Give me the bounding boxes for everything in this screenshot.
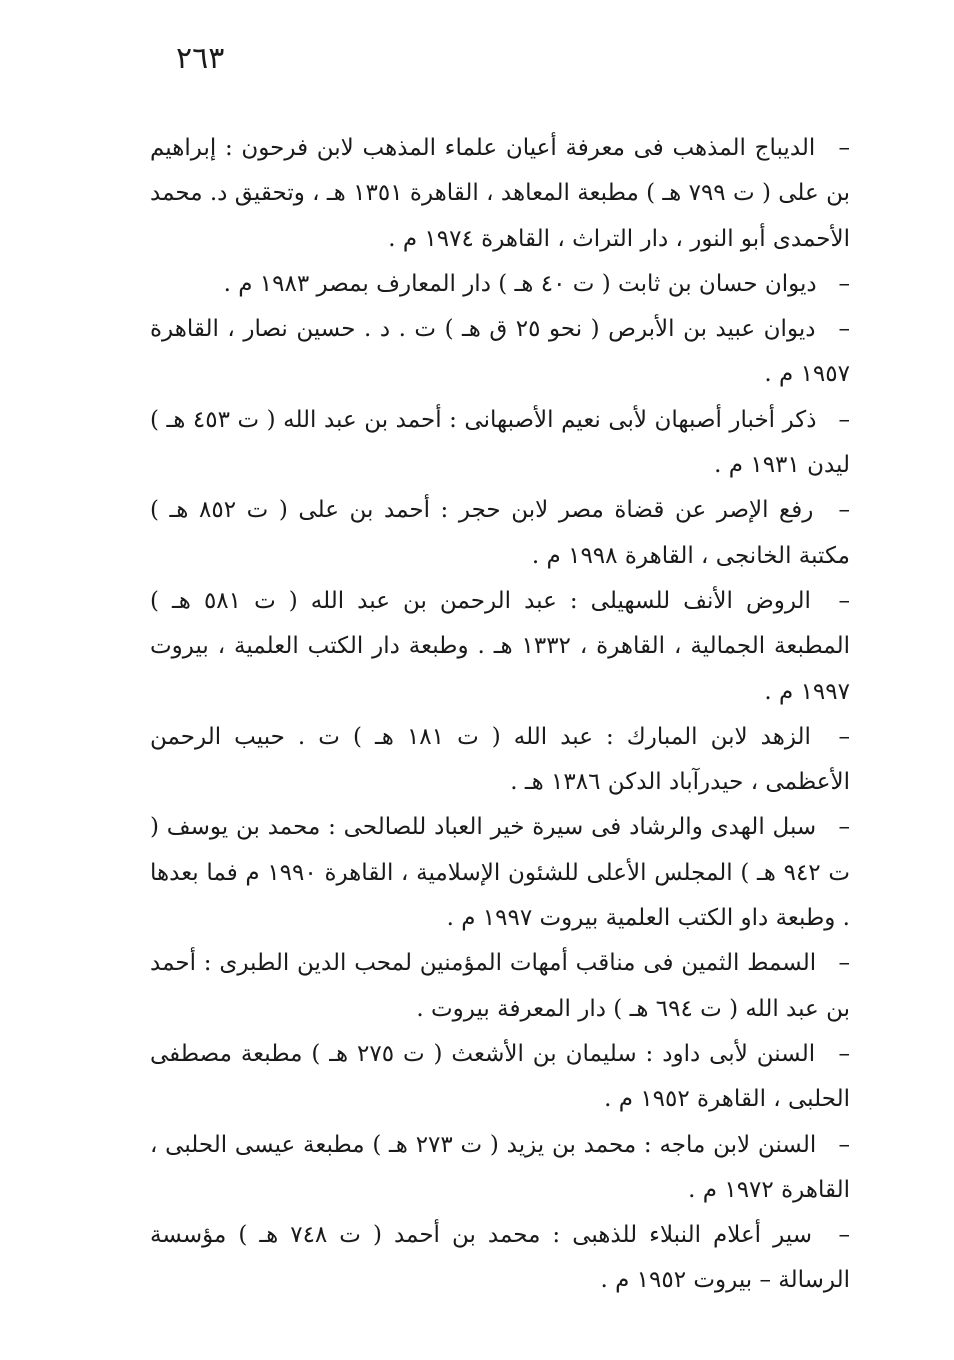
entry-dash: – bbox=[838, 950, 851, 977]
bibliography-entry bbox=[150, 1032, 850, 1123]
entry-dash: – bbox=[838, 406, 850, 433]
bibliography-entry bbox=[150, 941, 850, 1032]
bibliography-entry bbox=[150, 579, 850, 715]
bibliography-entry bbox=[150, 307, 850, 398]
bibliography-entry bbox=[150, 398, 850, 489]
bibliography-entry bbox=[150, 126, 850, 262]
entry-text: السمط الثمين فى مناقب أمهات المؤمنين لمحب الدين الطبرى : أحمد بن عبد الله ( ت ٦٩٤ هـ ) دار المعرفة بيروت . bbox=[150, 950, 850, 1022]
entry-text: ديوان عبيد بن الأبرص ( نحو ٢٥ ق هـ ) ت . د . حسين نصار ، القاهرة ١٩٥٧ م . bbox=[150, 316, 850, 388]
entry-dash: – bbox=[838, 270, 850, 297]
entry-text: الزهد لابن المبارك : عبد الله ( ت ١٨١ هـ ) ت . حبيب الرحمن الأعظمى ، حيدرآباد الدكن ١٣٨٦ هـ . bbox=[150, 723, 850, 796]
entry-text: رفع الإصر عن قضاة مصر لابن حجر : أحمد بن على ( ت ٨٥٢ هـ ) مكتبة الخانجى ، القاهرة ١٩٩٨ م . bbox=[150, 497, 850, 569]
entry-text: الديباج المذهب فى معرفة أعيان علماء المذهب لابن فرحون : إبراهيم بن على ( ت ٧٩٩ هـ ) مطبعة المعاهد ، القاهرة ١٣٥١ هـ ، وتحقيق د. محمد الأحمدى أبو النور ، دار التراث ، القاهرة ١٩٧٤ م . bbox=[150, 135, 851, 252]
bibliography-entry bbox=[150, 1123, 850, 1214]
entry-dash: – bbox=[838, 1222, 851, 1249]
entry-dash: – bbox=[838, 1040, 851, 1067]
entry-text: ذكر أخبار أصبهان لأبى نعيم الأصبهانى : أحمد بن عبد الله ( ت ٤٥٣ هـ ) ليدن ١٩٣١ م . bbox=[150, 406, 850, 479]
entry-text: السنن لابن ماجه : محمد بن يزيد ( ت ٢٧٣ هـ ) مطبعة عيسى الحلبى ، القاهرة ١٩٧٢ م . bbox=[150, 1131, 850, 1203]
entry-dash: – bbox=[838, 587, 851, 614]
entry-dash: – bbox=[838, 814, 851, 841]
entry-text: ديوان حسان بن ثابت ( ت ٤٠ هـ ) دار المعارف بمصر ١٩٨٣ م . bbox=[223, 270, 817, 297]
bibliography-entry bbox=[150, 262, 850, 307]
bibliography-entry bbox=[150, 715, 850, 806]
entry-dash: – bbox=[838, 316, 850, 343]
entry-text: سبل الهدى والرشاد فى سيرة خير العباد للصالحى : محمد بن يوسف ( ت ٩٤٢ هـ ) المجلس الأعلى للشئون الإسلامية ، القاهرة ١٩٩٠ م فما بعدها . وطبعة داو الكتب العلمية بيروت ١٩٩٧ م . bbox=[150, 814, 850, 932]
entry-dash: – bbox=[838, 1131, 850, 1158]
entry-dash: – bbox=[838, 135, 850, 161]
bibliography-entry bbox=[150, 488, 850, 579]
bibliography-entry bbox=[150, 1213, 850, 1304]
page-number: ٢٦٣ bbox=[176, 41, 225, 76]
entry-text: الروض الأنف للسهيلى : عبد الرحمن بن عبد الله ( ت ٥٨١ هـ ) المطبعة الجمالية ، القاهرة ، ١٣٣٢ هـ . وطبعة دار الكتب العلمية ، بيروت ١٩٩٧ م . bbox=[150, 587, 850, 705]
bibliography-entry bbox=[150, 805, 850, 941]
entry-text: سير أعلام النبلاء للذهبى : محمد بن أحمد ( ت ٧٤٨ هـ ) مؤسسة الرسالة – بيروت ١٩٥٢ م . bbox=[150, 1222, 850, 1294]
bibliography-list bbox=[150, 126, 850, 1304]
entry-dash: – bbox=[838, 497, 850, 524]
entry-text: السنن لأبى داود : سليمان بن الأشعث ( ت ٢٧٥ هـ ) مطبعة مصطفى الحلبى ، القاهرة ١٩٥٢ م . bbox=[150, 1040, 850, 1113]
entry-dash: – bbox=[838, 723, 851, 750]
